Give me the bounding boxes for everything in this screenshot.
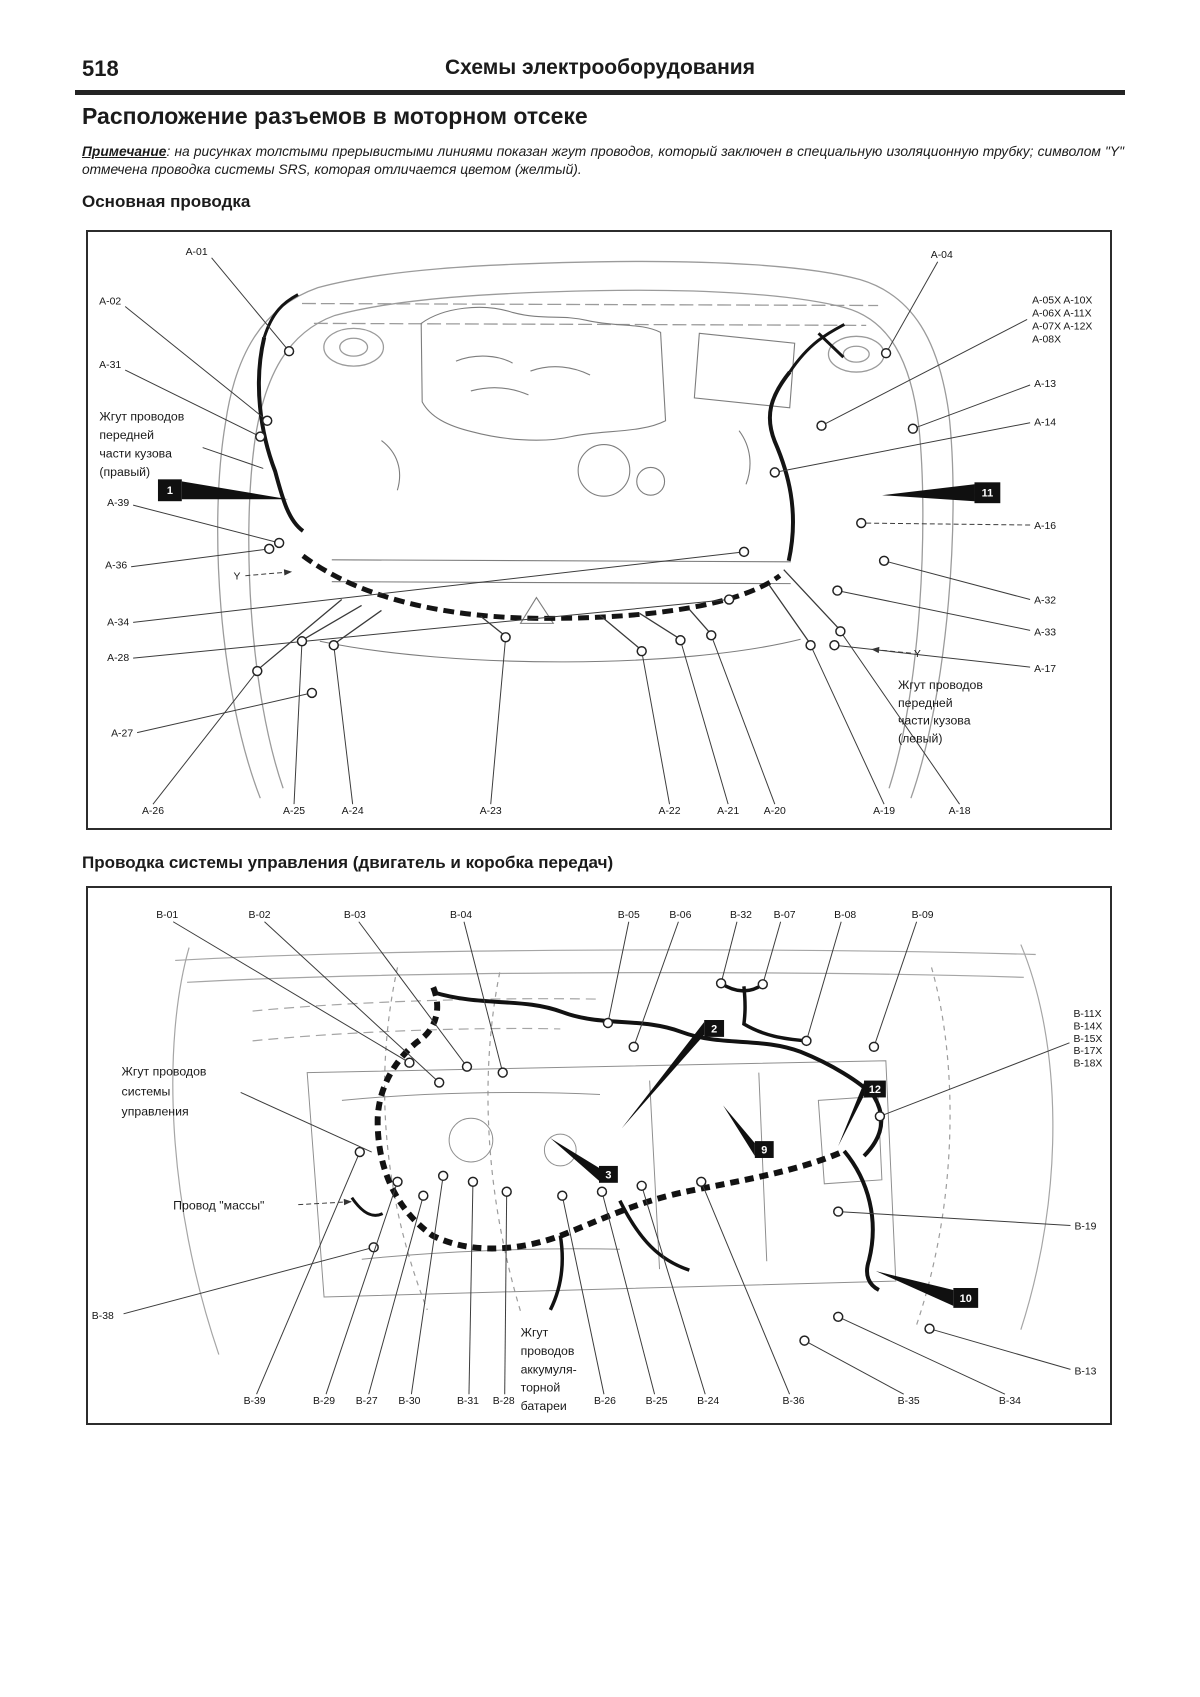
harness-caption: системы — [121, 1084, 171, 1099]
leader-line — [811, 645, 885, 804]
leader-line — [861, 523, 1030, 525]
callout-number: 9 — [761, 1144, 768, 1157]
callout-number: 2 — [711, 1023, 718, 1036]
leader-arrowhead — [344, 1199, 352, 1205]
connector-symbol — [925, 1324, 934, 1333]
connector-label: B-32 — [729, 909, 752, 921]
connector-symbol — [253, 667, 262, 676]
connector-symbol — [707, 631, 716, 640]
connector-symbol — [875, 1112, 884, 1121]
leader-line — [930, 1329, 1071, 1370]
leader-line — [298, 1202, 352, 1205]
connector-label: A-39 — [107, 498, 130, 510]
connector-symbol — [393, 1177, 402, 1186]
connector-label: A-23 — [479, 806, 502, 818]
leader-line — [642, 1186, 706, 1394]
harness-caption: Жгут проводов — [121, 1064, 207, 1079]
wiring-harness — [257, 295, 844, 670]
connector-label: A-34 — [107, 617, 130, 629]
harness-caption: части кузова — [99, 446, 172, 461]
leader-line — [212, 258, 289, 351]
connector-symbol — [502, 1187, 511, 1196]
leader-line — [804, 1341, 903, 1395]
harness-caption: передней — [99, 428, 154, 443]
leader-line — [822, 319, 1028, 425]
connector-label: B-38 — [91, 1310, 114, 1322]
connector-label: B-27 — [355, 1396, 378, 1408]
connector-label: B-08 — [834, 909, 857, 921]
connector-label: Y — [233, 571, 241, 583]
leader-line — [265, 922, 440, 1083]
leader-line — [763, 922, 781, 985]
connector-label: B-31 — [456, 1396, 479, 1408]
connector-label: B-26 — [593, 1396, 616, 1408]
callout-wedge — [838, 1083, 864, 1147]
leader-line — [326, 1182, 397, 1394]
connector-label: A-27 — [111, 728, 134, 740]
connector-label: Y — [913, 649, 921, 661]
connector-symbol — [275, 538, 284, 547]
connector-label: B-09 — [911, 909, 934, 921]
leader-line — [834, 645, 1030, 667]
harness-caption: передней — [897, 695, 953, 710]
connector-label: A-16 — [1034, 521, 1057, 533]
harness-caption: торной — [520, 1380, 561, 1395]
leader-arrowhead — [284, 569, 292, 575]
callout-wedge — [622, 1022, 704, 1128]
car-body-outline — [218, 261, 953, 798]
connector-group-label: A-07X A-12X — [1032, 321, 1093, 333]
header-rule — [75, 90, 1125, 95]
connector-label: A-25 — [283, 806, 306, 818]
connector-symbol — [882, 349, 891, 358]
connector-label: A-17 — [1034, 664, 1057, 676]
connector-group-label: B-14X — [1073, 1021, 1103, 1033]
connector-symbol — [697, 1177, 706, 1186]
note-paragraph — [82, 143, 1124, 178]
harness-caption: (левый) — [897, 731, 943, 746]
connector-symbol — [256, 432, 265, 441]
connector-label: B-06 — [669, 909, 692, 921]
connector-symbol — [740, 547, 749, 556]
harness-caption: аккумуля- — [520, 1362, 577, 1377]
leader-line — [257, 1152, 360, 1394]
connector-symbol — [558, 1191, 567, 1200]
leader-line — [838, 1317, 1005, 1394]
connector-symbol — [329, 641, 338, 650]
leader-line — [721, 922, 737, 984]
connector-group-label: B-18X — [1073, 1058, 1103, 1070]
leader-line — [411, 1176, 443, 1394]
connector-symbol — [880, 556, 889, 565]
callout-wedge — [882, 484, 974, 501]
connector-symbol — [285, 347, 294, 356]
control-wiring-svg — [88, 888, 1110, 1423]
connector-symbol — [725, 595, 734, 604]
connector-label: A-19 — [873, 806, 896, 818]
harness-caption: проводов — [520, 1344, 575, 1359]
leader-line — [334, 645, 353, 804]
connector-symbol — [869, 1042, 878, 1051]
connector-symbol — [830, 641, 839, 650]
leader-line — [241, 1092, 372, 1152]
connector-symbol — [834, 1207, 843, 1216]
connector-symbol — [834, 1312, 843, 1321]
connector-symbol — [298, 637, 307, 646]
harness-caption: Жгут проводов — [897, 677, 983, 692]
connector-symbol — [800, 1336, 809, 1345]
leader-line — [133, 505, 279, 543]
diagram-main-wiring — [86, 230, 1112, 830]
callout-number: 1 — [166, 485, 173, 498]
leader-line — [874, 922, 917, 1047]
main-wiring-svg — [88, 232, 1110, 828]
leader-line — [680, 640, 728, 804]
connector-label: B-36 — [782, 1396, 805, 1408]
connector-symbol — [676, 636, 685, 645]
leader-line — [884, 561, 1030, 600]
leader-line — [913, 385, 1030, 429]
connector-group-label: B-11X — [1073, 1009, 1102, 1021]
leader-line — [806, 922, 841, 1041]
connector-symbol — [908, 424, 917, 433]
connector-label: B-01 — [156, 909, 179, 921]
leader-line — [701, 1182, 789, 1394]
connector-label: A-01 — [185, 246, 208, 258]
connector-label: A-20 — [763, 806, 786, 818]
leader-line — [642, 651, 670, 804]
connector-label: A-22 — [658, 806, 681, 818]
connector-symbol — [265, 544, 274, 553]
connector-label: A-14 — [1034, 417, 1057, 429]
leader-line — [125, 307, 267, 421]
connector-symbol — [439, 1171, 448, 1180]
connector-symbol — [307, 688, 316, 697]
connector-symbol — [802, 1036, 811, 1045]
harness-caption: управления — [121, 1104, 189, 1119]
connector-symbol — [806, 641, 815, 650]
harness-caption: части кузова — [897, 713, 971, 728]
connector-label: A-32 — [1034, 595, 1057, 607]
harness-caption: Жгут — [520, 1325, 549, 1340]
connector-symbol — [817, 421, 826, 430]
connector-symbol — [717, 979, 726, 988]
connector-label: B-24 — [697, 1396, 720, 1408]
note-label: Примечание — [82, 144, 167, 159]
leader-line — [491, 637, 506, 804]
harness-caption: (правый) — [99, 464, 151, 479]
callout-number: 3 — [605, 1169, 612, 1182]
leader-line — [880, 1043, 1070, 1116]
connector-label: B-25 — [645, 1396, 668, 1408]
connector-symbol — [836, 627, 845, 636]
labels-overlay-2 — [92, 910, 1103, 1413]
page-title: Расположение разъемов в моторном отсеке — [82, 103, 588, 129]
callout-wedge — [723, 1105, 755, 1156]
connector-symbol — [833, 586, 842, 595]
connector-label: B-39 — [243, 1396, 266, 1408]
engine-outline — [320, 307, 801, 662]
leader-line — [886, 262, 938, 353]
connector-symbol — [463, 1062, 472, 1071]
connector-group-label: B-17X — [1073, 1046, 1103, 1058]
connector-label: A-26 — [141, 806, 165, 818]
diagram-control-wiring — [86, 886, 1112, 1425]
connector-label: A-28 — [107, 653, 130, 665]
leader-line — [369, 1196, 424, 1395]
connector-group-label: A-06X A-11X — [1032, 308, 1092, 320]
connector-symbol — [857, 519, 866, 528]
connector-symbol — [419, 1191, 428, 1200]
connector-symbol — [770, 468, 779, 477]
connector-label: A-33 — [1034, 627, 1057, 639]
connector-label: B-13 — [1074, 1366, 1097, 1378]
connector-symbol — [435, 1078, 444, 1087]
connector-label: B-02 — [248, 909, 271, 921]
connector-symbol — [598, 1187, 607, 1196]
leader-line — [125, 370, 260, 437]
connector-label: A-13 — [1034, 378, 1057, 390]
connector-label: A-36 — [105, 560, 128, 572]
leader-line — [837, 591, 1030, 631]
running-header: Схемы электрооборудования — [445, 56, 755, 79]
connector-group-label: A-05X A-10X — [1032, 295, 1093, 307]
connector-symbol — [405, 1058, 414, 1067]
section1-heading: Основная проводка — [82, 192, 251, 211]
connector-label: A-04 — [930, 249, 953, 261]
connector-label: B-34 — [998, 1396, 1021, 1408]
connector-group-label: B-15X — [1073, 1033, 1103, 1045]
connector-symbol — [355, 1148, 364, 1157]
callout-wedge — [182, 481, 288, 499]
connector-symbol — [498, 1068, 507, 1077]
section2-heading: Проводка системы управления (двигатель и коробка передач) — [82, 853, 614, 872]
connector-symbol — [637, 647, 646, 656]
connector-symbol — [263, 416, 272, 425]
connector-symbol — [637, 1181, 646, 1190]
connector-label: B-04 — [450, 909, 473, 921]
car-body-outline — [173, 945, 1053, 1355]
connector-label: A-18 — [948, 806, 971, 818]
leader-line — [775, 423, 1030, 473]
harness-caption: Провод "массы" — [173, 1198, 265, 1213]
note-text: : на рисунках толстыми прерывистыми линиями показан жгут проводов, который заключен в специальную изоляционную трубку; символом "Y" отмечена проводка системы SRS, которая отличается цветом (желтый). — [82, 144, 1124, 177]
connector-label: B-05 — [617, 909, 640, 921]
leader-line — [464, 922, 503, 1073]
connector-symbol — [603, 1019, 612, 1028]
leader-line — [505, 1192, 507, 1394]
connector-label: A-02 — [99, 296, 122, 308]
connector-label: B-03 — [343, 909, 366, 921]
harness-caption: Жгут проводов — [99, 409, 185, 424]
leader-line — [124, 1247, 374, 1314]
callout-number: 11 — [981, 487, 994, 500]
callout-number: 10 — [959, 1292, 972, 1305]
leader-line — [469, 1182, 473, 1394]
connector-symbol — [629, 1042, 638, 1051]
connector-label: B-07 — [773, 909, 796, 921]
connector-symbol — [501, 633, 510, 642]
connector-symbol — [758, 980, 767, 989]
callout-wedge — [876, 1271, 953, 1306]
connector-label: B-19 — [1074, 1221, 1097, 1233]
connector-label: B-29 — [313, 1396, 336, 1408]
connector-label: B-30 — [398, 1396, 421, 1408]
page-number: 518 — [82, 56, 119, 81]
leader-line — [602, 1192, 655, 1394]
harness-caption: батареи — [520, 1399, 567, 1414]
connector-label: A-21 — [717, 806, 740, 818]
connector-symbol — [468, 1177, 477, 1186]
connector-label: A-31 — [99, 360, 122, 372]
connector-label: A-24 — [341, 806, 364, 818]
connector-label: B-35 — [897, 1396, 920, 1408]
callout-number: 12 — [868, 1083, 882, 1096]
leader-line — [294, 641, 302, 804]
connector-group-label: A-08X — [1032, 334, 1062, 346]
connector-label: B-28 — [492, 1396, 515, 1408]
